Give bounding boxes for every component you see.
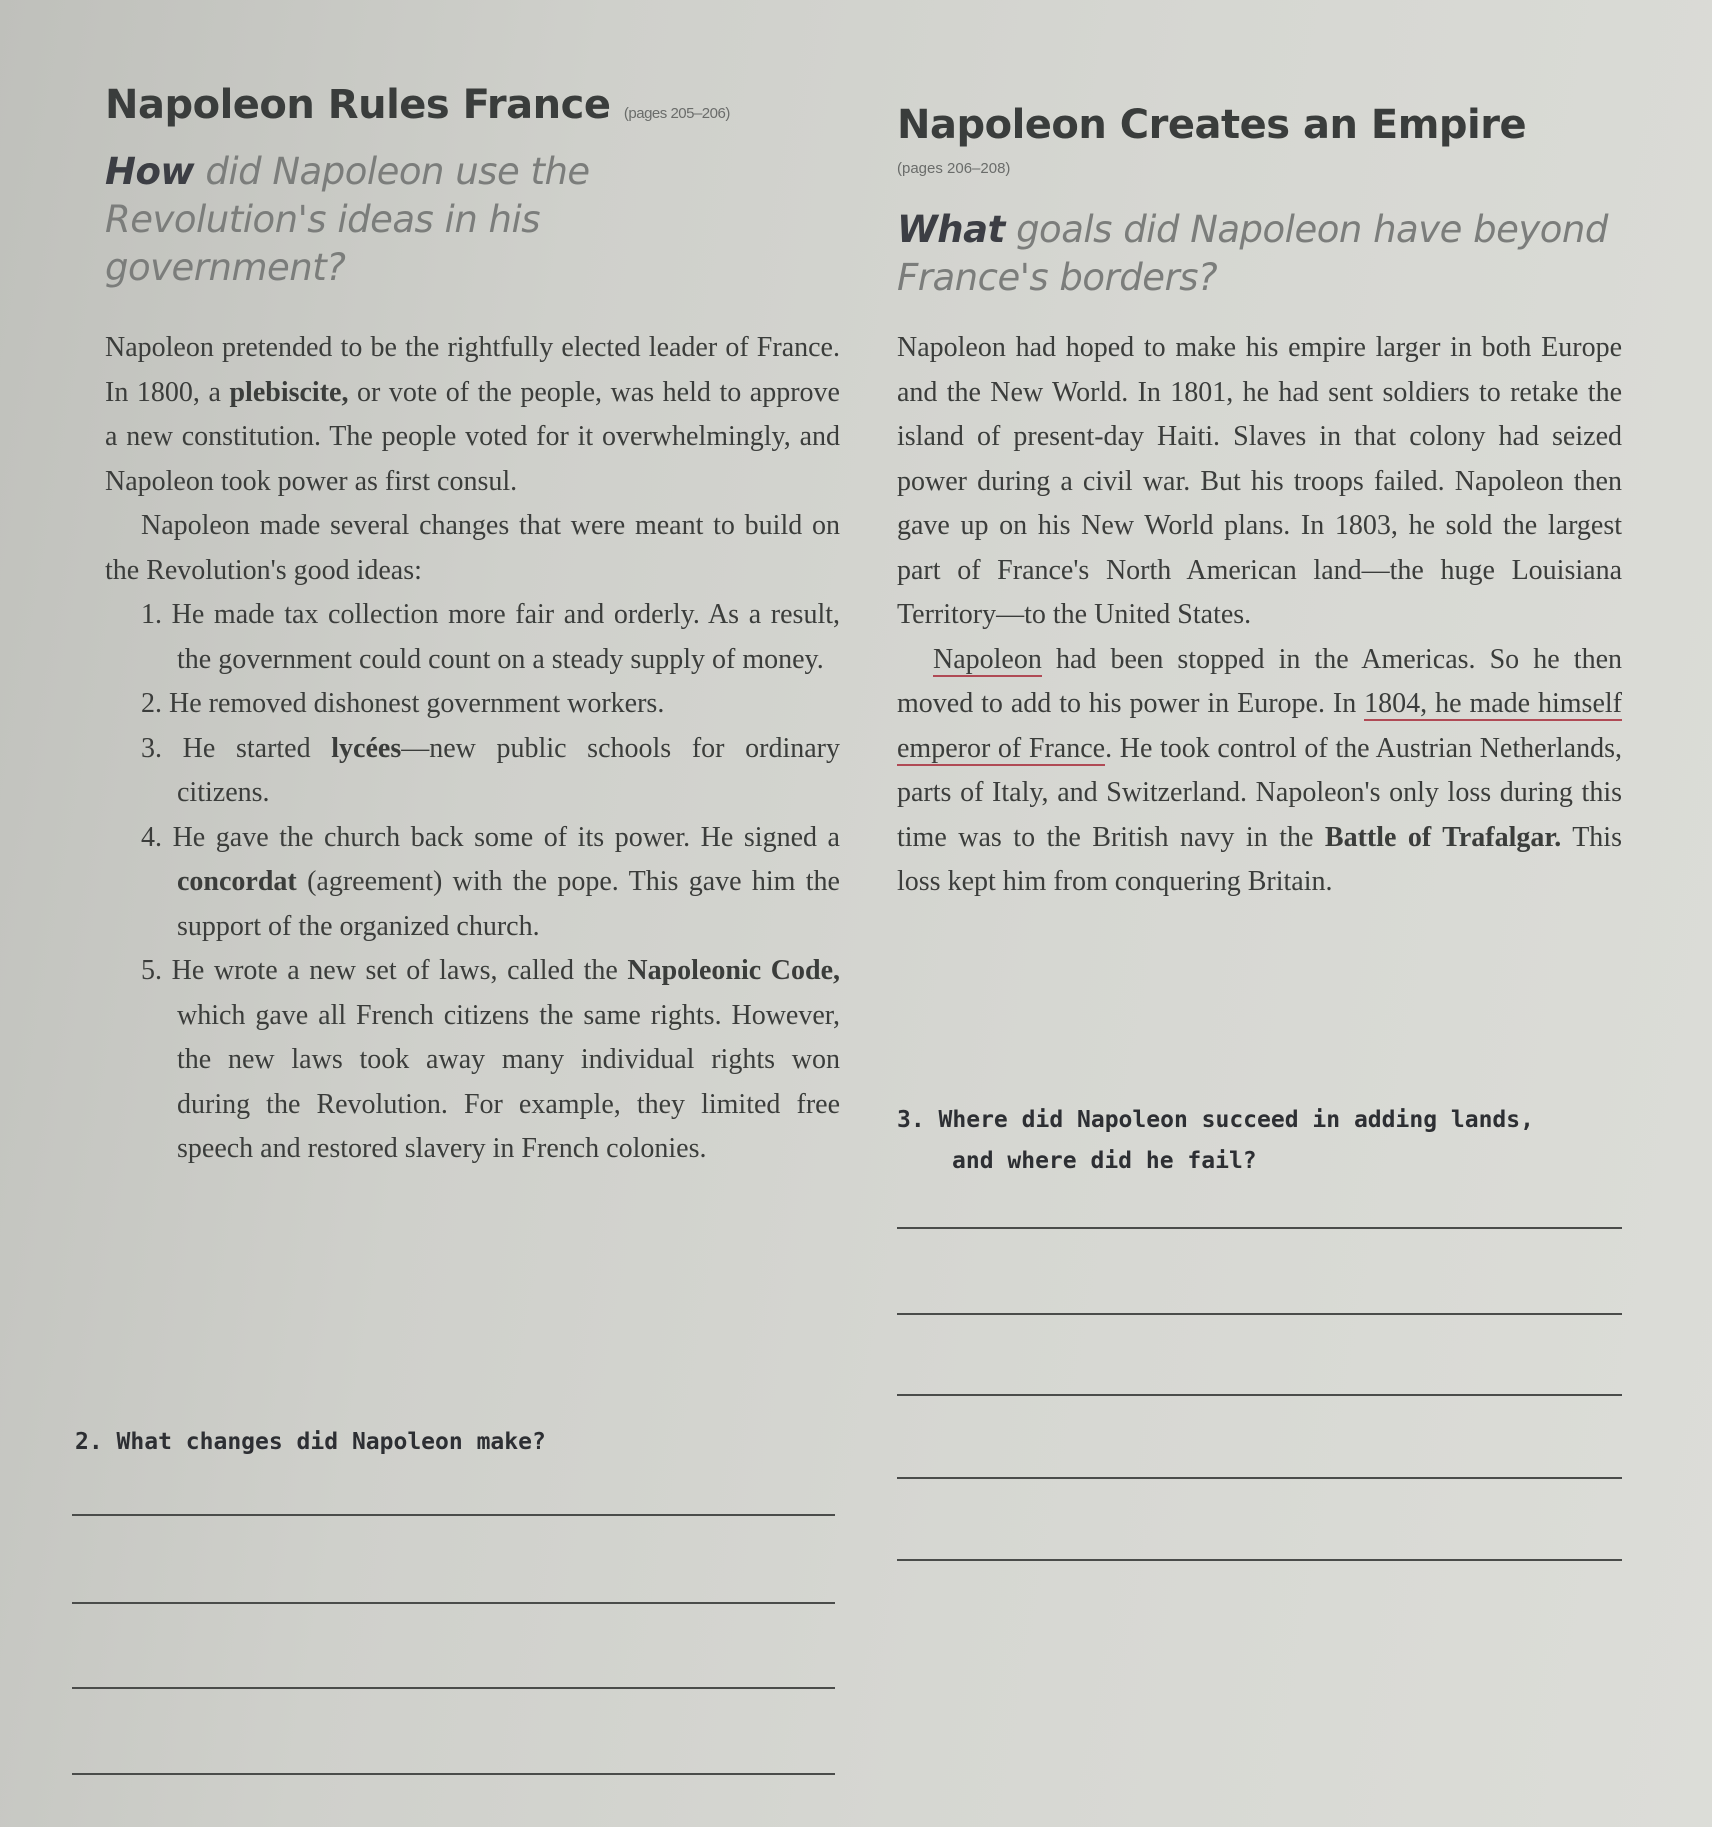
text: 4. He gave the church back some of its power. He signed a xyxy=(141,821,840,853)
list-item xyxy=(141,816,840,950)
question-text: did Napoleon use the Revolution's ideas in his government? xyxy=(105,150,590,289)
answer-line[interactable] xyxy=(897,1313,1622,1315)
answer-line[interactable] xyxy=(897,1559,1622,1561)
paragraph: Napoleon had hoped to make his empire larger in both Europe and the New World. In 1801, he had sent soldiers to retake the island of present-day Haiti. Slaves in that colony had seized power during a civil war. But his troops failed. Napoleon then gave up on his New World plans. In 1803, he sold the largest part of France's North American land—the huge Louisiana Territory—to the United States. xyxy=(897,332,1622,630)
text: which gave all French citizens the same rights. However, the new laws took away many individual rights won during the Revolution. For example, they limited free speech and restored slavery in French colonies. xyxy=(177,999,840,1164)
question-2: 2. What changes did Napoleon make? xyxy=(75,1429,546,1455)
paragraph: Napoleon made several changes that were meant to build on the Revolution's good ideas: xyxy=(105,510,840,586)
paragraph xyxy=(897,638,1622,905)
underlined-text: Napoleon xyxy=(933,643,1042,675)
key-term: Napoleonic Code, xyxy=(627,955,841,986)
section-title-napoleon-creates-an-empire: Napoleon Creates an Empire xyxy=(897,102,1527,148)
text: 1. He made tax collection more fair and orderly. As a result, the government could count on a steady supply of money. xyxy=(141,599,840,675)
text: 3. He started xyxy=(141,732,332,764)
key-term: plebiscite, xyxy=(229,376,349,408)
question-text: goals did Napoleon have beyond France's borders? xyxy=(897,208,1608,299)
answer-line[interactable] xyxy=(72,1602,835,1604)
answer-line[interactable] xyxy=(72,1687,835,1689)
section-title-napoleon-rules-france xyxy=(105,82,730,128)
underlined-text: 1804, he made himself emperor of France xyxy=(897,688,1622,764)
answer-line[interactable] xyxy=(72,1514,835,1516)
guiding-question xyxy=(897,206,1622,302)
text: 2. He removed dishonest government workers. xyxy=(141,688,665,719)
key-term: concordat xyxy=(177,866,297,897)
answer-line[interactable] xyxy=(897,1394,1622,1396)
page-reference: (pages 205–206) xyxy=(623,105,730,122)
text: 5. He wrote a new set of laws, called the xyxy=(141,955,628,986)
page-reference: (pages 206–208) xyxy=(897,160,1011,177)
answer-line[interactable] xyxy=(897,1477,1622,1479)
question-3 xyxy=(897,1100,1534,1182)
key-term: Battle of Trafalgar. xyxy=(1324,821,1562,853)
title-text: Napoleon Rules France xyxy=(105,82,611,128)
list-item xyxy=(141,682,840,727)
question-line: and where did he fail? xyxy=(952,1148,1257,1174)
text: . He took control of the Austrian Netherlands, parts of Italy, and Switzerland. Napoleon's only loss during this time was to the British navy in the xyxy=(897,732,1622,853)
question-keyword: What xyxy=(897,208,1005,251)
list-item xyxy=(141,727,840,816)
guiding-question xyxy=(105,148,625,292)
text: had been stopped in the Americas. So he then moved to add to his power in Europe. In xyxy=(897,643,1622,719)
right-body-text xyxy=(897,326,1622,905)
question-keyword: How xyxy=(105,150,195,193)
text: (agreement) with the pope. This gave him the support of the organized church. xyxy=(177,866,840,942)
text: —new public schools for ordinary citizens. xyxy=(177,732,840,808)
left-body-text xyxy=(105,326,840,1172)
answer-line[interactable] xyxy=(897,1227,1622,1229)
list-item xyxy=(141,593,840,682)
text: Napoleon pretended to be the rightfully elected leader of France. In 1800, a xyxy=(105,332,840,408)
paragraph xyxy=(105,326,840,504)
text: or vote of the people, was held to approve a new constitution. The people voted for it overwhelmingly, and Napoleon took power as first consul. xyxy=(105,376,840,497)
answer-line[interactable] xyxy=(72,1773,835,1775)
question-line: 3. Where did Napoleon succeed in adding lands, xyxy=(897,1107,1534,1133)
text: This loss kept him from conquering Britain. xyxy=(897,821,1622,897)
key-term: lycées xyxy=(331,732,402,764)
list-item xyxy=(141,949,840,1172)
